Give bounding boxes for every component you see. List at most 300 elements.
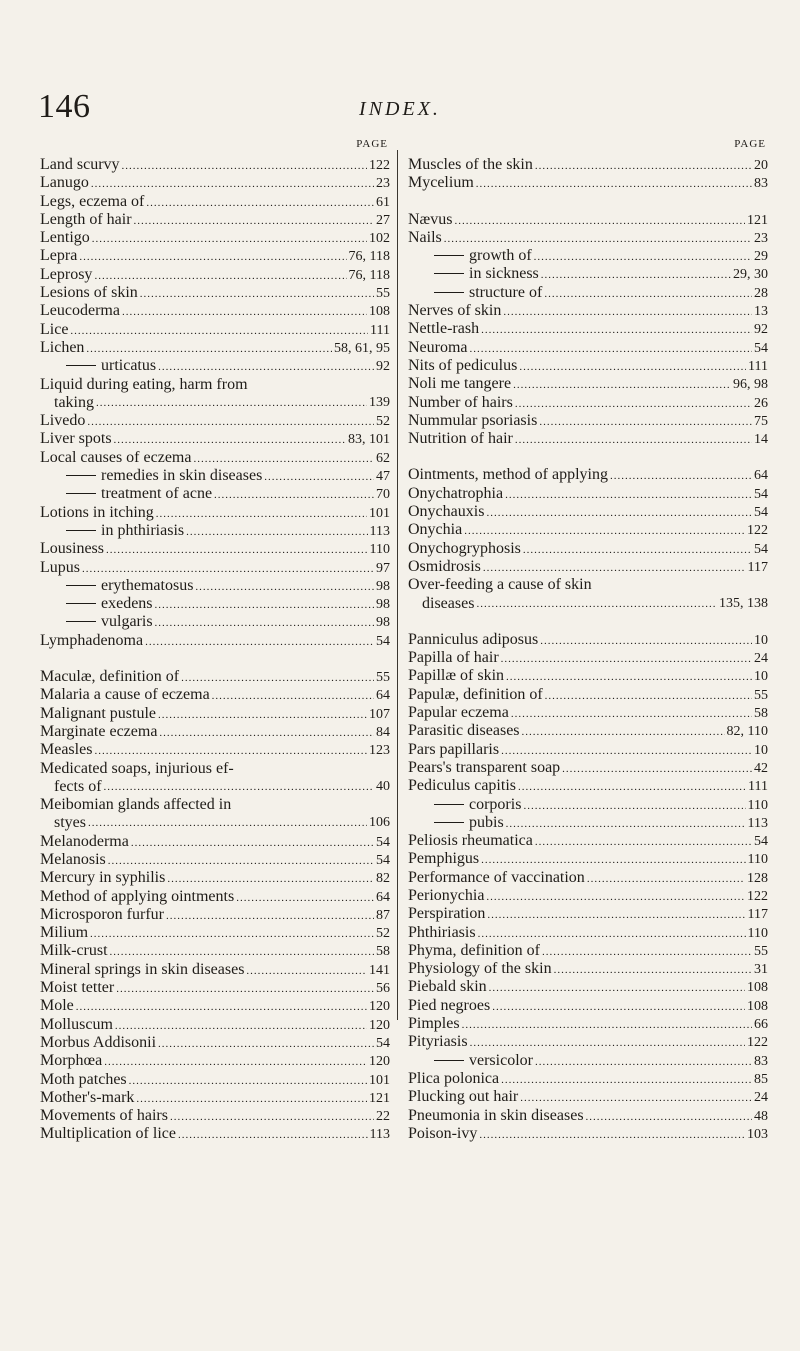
dot-leader xyxy=(587,870,745,887)
entry-term: Pneumonia in skin diseases xyxy=(408,1106,584,1124)
dot-leader xyxy=(520,1089,752,1106)
dot-leader xyxy=(535,1053,752,1070)
entry-pages: 55 xyxy=(754,943,768,959)
entry-term: Microsporon furfur xyxy=(40,905,164,923)
index-entry xyxy=(408,1107,768,1125)
entry-term: structure of xyxy=(469,283,543,301)
index-entry xyxy=(40,961,390,979)
index-entry xyxy=(40,686,390,704)
entry-term-continuation: diseases xyxy=(422,594,475,612)
index-entry xyxy=(40,430,390,448)
index-entry xyxy=(40,906,390,924)
entry-pages: 54 xyxy=(754,486,768,502)
dot-leader xyxy=(76,998,367,1015)
dot-leader xyxy=(505,486,752,503)
dot-leader xyxy=(486,504,752,521)
dot-leader xyxy=(522,723,725,740)
index-entry xyxy=(408,1070,768,1088)
page-column-label: PAGE xyxy=(356,138,388,150)
entry-pages: 121 xyxy=(747,212,768,228)
index-entry xyxy=(408,247,768,265)
index-entry xyxy=(40,211,390,229)
entry-pages: 26 xyxy=(754,395,768,411)
index-entry xyxy=(408,265,768,283)
index-entry xyxy=(408,796,768,814)
entry-pages: 113 xyxy=(747,815,768,831)
entry-term: Nails xyxy=(408,228,442,246)
entry-pages: 111 xyxy=(748,779,768,795)
dot-leader xyxy=(146,194,374,211)
entry-pages: 64 xyxy=(754,468,768,484)
dot-leader xyxy=(122,303,367,320)
entry-term: Performance of vaccination xyxy=(408,868,585,886)
entry-term: urticatus xyxy=(101,357,157,375)
dot-leader xyxy=(535,157,752,174)
dot-leader xyxy=(104,1053,367,1070)
index-entry xyxy=(408,1125,768,1143)
entry-pages: 83 xyxy=(754,176,768,192)
index-entry xyxy=(40,376,390,413)
entry-term: Milk-crust xyxy=(40,942,108,960)
entry-term: Livedo xyxy=(40,412,86,430)
dot-leader xyxy=(506,815,746,832)
entry-term: Pars papillaris xyxy=(408,740,500,758)
entry-term: Lesions of skin xyxy=(40,284,138,302)
entry-pages: 120 xyxy=(369,999,390,1015)
index-entry xyxy=(40,1107,390,1125)
index-entry xyxy=(40,595,390,613)
index-entry xyxy=(40,504,390,522)
entry-term: Leucoderma xyxy=(40,302,120,320)
entry-term: Nits of pediculus xyxy=(408,356,518,374)
index-entry xyxy=(408,887,768,905)
dot-leader xyxy=(159,724,374,741)
index-entry xyxy=(40,302,390,320)
dot-leader xyxy=(541,266,731,283)
entry-pages: 103 xyxy=(747,1126,768,1142)
entry-term: Over-feeding a cause of skin xyxy=(408,576,592,594)
entry-pages: 75 xyxy=(754,413,768,429)
right-entry-list xyxy=(408,156,768,1143)
entry-pages: 117 xyxy=(747,907,768,923)
index-entry xyxy=(408,777,768,795)
index-entry xyxy=(408,558,768,576)
entry-term: Piebald skin xyxy=(408,978,487,996)
index-entry xyxy=(40,888,390,906)
entry-pages: 55 xyxy=(754,687,768,703)
dot-leader xyxy=(155,596,374,613)
entry-pages: 110 xyxy=(747,797,768,813)
entry-pages: 111 xyxy=(370,322,390,338)
entry-pages: 102 xyxy=(369,231,390,247)
dot-leader xyxy=(444,230,752,247)
entry-pages: 54 xyxy=(376,633,390,649)
entry-term: Milium xyxy=(40,924,89,942)
entry-pages: 70 xyxy=(376,487,390,503)
entry-term: Lupus xyxy=(40,558,80,576)
index-entry xyxy=(40,339,390,357)
index-entry xyxy=(408,394,768,412)
entry-pages: 14 xyxy=(754,432,768,448)
entry-pages: 54 xyxy=(754,834,768,850)
index-entry xyxy=(408,759,768,777)
index-entry xyxy=(408,667,768,685)
dot-leader xyxy=(562,760,752,777)
entry-pages: 110 xyxy=(369,542,390,558)
dot-leader xyxy=(515,395,752,412)
entry-term-continuation: styes xyxy=(54,814,86,832)
entry-pages: 58 xyxy=(376,944,390,960)
entry-term: Perspiration xyxy=(408,905,486,923)
entry-pages: 54 xyxy=(754,340,768,356)
entry-term: Nutrition of hair xyxy=(408,430,513,448)
dot-leader xyxy=(492,998,745,1015)
dot-leader xyxy=(166,907,374,924)
index-entry xyxy=(408,997,768,1015)
entry-pages: 40 xyxy=(376,778,390,794)
entry-pages: 54 xyxy=(376,834,390,850)
entry-term: vulgaris xyxy=(101,613,153,631)
entry-term: Lousiness xyxy=(40,540,104,558)
entry-pages: 76, 118 xyxy=(348,249,390,265)
dot-leader xyxy=(470,1034,745,1051)
dot-leader xyxy=(501,1071,752,1088)
entry-pages: 10 xyxy=(754,669,768,685)
index-entry xyxy=(40,321,390,339)
entry-term: Mole xyxy=(40,997,74,1015)
entry-term: Method of applying ointments xyxy=(40,887,235,905)
dot-leader xyxy=(542,943,752,960)
dot-leader xyxy=(487,906,745,923)
entry-term: Poison-ivy xyxy=(408,1124,478,1142)
index-entry xyxy=(40,1125,390,1143)
entry-term: Lanugo xyxy=(40,174,89,192)
dot-leader xyxy=(181,669,374,686)
index-entry xyxy=(408,631,768,649)
index-entry xyxy=(408,430,768,448)
dot-leader xyxy=(544,285,752,302)
index-entry xyxy=(40,174,390,192)
entry-pages: 54 xyxy=(754,505,768,521)
index-entry xyxy=(408,174,768,192)
dot-leader xyxy=(115,1017,367,1034)
entry-pages: 108 xyxy=(747,980,768,996)
index-entry xyxy=(40,723,390,741)
dot-leader xyxy=(134,212,374,229)
entry-pages: 122 xyxy=(747,888,768,904)
entry-pages: 64 xyxy=(376,688,390,704)
entry-term: Multiplication of lice xyxy=(40,1125,176,1143)
entry-term: Maculæ, definition of xyxy=(40,668,180,686)
entry-term: Parasitic diseases xyxy=(408,722,520,740)
entry-term: Noli me tangere xyxy=(408,375,512,393)
entry-term: Lotions in itching xyxy=(40,503,154,521)
entry-term-continuation: taking xyxy=(54,393,94,411)
dot-leader xyxy=(519,358,746,375)
index-entry xyxy=(40,559,390,577)
dot-leader xyxy=(82,560,374,577)
entry-term: Lepra xyxy=(40,247,78,265)
dot-leader xyxy=(158,706,367,723)
entry-pages: 113 xyxy=(369,523,390,539)
index-entry xyxy=(408,942,768,960)
entry-term: Mineral springs in skin diseases xyxy=(40,960,245,978)
index-entry xyxy=(40,1071,390,1089)
dot-leader xyxy=(86,340,332,357)
dot-leader xyxy=(479,1126,745,1143)
entry-pages: 20 xyxy=(754,158,768,173)
index-entry xyxy=(408,485,768,503)
index-entry xyxy=(408,375,768,393)
dot-leader xyxy=(136,1090,367,1107)
entry-pages: 76, 118 xyxy=(348,267,390,283)
entry-term: Marginate eczema xyxy=(40,722,158,740)
index-entry xyxy=(40,522,390,540)
section-gap xyxy=(408,448,768,466)
dot-leader xyxy=(586,1108,752,1125)
entry-pages: 47 xyxy=(376,469,390,485)
entry-term: Lice xyxy=(40,320,69,338)
entry-pages: 48 xyxy=(754,1108,768,1124)
index-entry xyxy=(40,577,390,595)
entry-pages: 98 xyxy=(376,615,390,631)
dot-leader xyxy=(554,961,752,978)
dot-leader xyxy=(116,980,374,997)
entry-term: Lichen xyxy=(40,338,85,356)
entry-pages: 54 xyxy=(376,1035,390,1051)
entry-pages: 107 xyxy=(369,706,390,722)
index-entry xyxy=(408,357,768,375)
entry-pages: 123 xyxy=(369,743,390,759)
index-entry xyxy=(408,850,768,868)
page-number: 146 xyxy=(38,88,91,125)
entry-pages: 84 xyxy=(376,724,390,740)
dot-leader xyxy=(539,413,752,430)
index-entry xyxy=(408,686,768,704)
index-entry xyxy=(40,851,390,869)
index-entry xyxy=(40,979,390,997)
index-entry xyxy=(408,978,768,996)
dot-leader xyxy=(535,833,752,850)
entry-pages: 122 xyxy=(747,523,768,539)
entry-pages: 82, 110 xyxy=(726,724,768,740)
dot-leader xyxy=(513,376,731,393)
entry-pages: 22 xyxy=(376,1109,390,1125)
entry-term: Pityriasis xyxy=(408,1033,468,1051)
index-entry xyxy=(40,467,390,485)
dot-leader xyxy=(167,870,374,887)
dot-leader xyxy=(104,778,374,796)
dot-leader xyxy=(478,925,746,942)
index-entry xyxy=(40,485,390,503)
entry-pages: 108 xyxy=(747,998,768,1014)
entry-pages: 111 xyxy=(748,358,768,374)
entry-pages: 106 xyxy=(369,815,390,831)
dot-leader xyxy=(129,1072,367,1089)
entry-term: Papular eczema xyxy=(408,704,509,722)
entry-term: Pimples xyxy=(408,1015,460,1033)
dot-leader xyxy=(186,523,367,540)
dot-leader xyxy=(158,358,374,375)
entry-pages: 42 xyxy=(754,760,768,776)
dot-leader xyxy=(534,248,752,265)
index-entry xyxy=(40,613,390,631)
entry-pages: 66 xyxy=(754,1017,768,1033)
entry-term: exedens xyxy=(101,595,153,613)
dot-leader xyxy=(79,248,346,265)
index-entry xyxy=(408,960,768,978)
left-entry-list xyxy=(40,156,390,1144)
dot-leader xyxy=(501,650,752,667)
entry-term: Onychatrophia xyxy=(408,484,504,502)
entry-pages: 120 xyxy=(369,1017,390,1033)
entry-pages: 110 xyxy=(747,852,768,868)
index-entry xyxy=(408,540,768,558)
entry-pages: 54 xyxy=(754,541,768,557)
entry-term: Panniculus adiposus xyxy=(408,630,539,648)
entry-pages: 122 xyxy=(369,158,390,173)
dot-leader xyxy=(486,888,745,905)
dot-leader xyxy=(246,962,367,979)
dot-leader xyxy=(110,943,374,960)
index-entry xyxy=(408,302,768,320)
page-column-label: PAGE xyxy=(734,138,766,150)
entry-pages: 108 xyxy=(369,304,390,320)
entry-pages: 28 xyxy=(754,285,768,301)
dot-leader xyxy=(155,614,374,631)
index-entry xyxy=(408,869,768,887)
dot-leader xyxy=(476,595,717,613)
section-gap xyxy=(408,613,768,631)
dot-leader xyxy=(481,321,752,338)
entry-term: Melanoderma xyxy=(40,832,129,850)
entry-pages: 87 xyxy=(376,907,390,923)
entry-term: Mycelium xyxy=(408,174,474,192)
entry-term: versicolor xyxy=(469,1051,533,1069)
index-entry xyxy=(40,412,390,430)
dot-leader xyxy=(264,468,374,485)
dot-leader xyxy=(501,742,752,759)
entry-term: Lentigo xyxy=(40,229,90,247)
dot-leader xyxy=(156,505,367,522)
index-entry xyxy=(408,924,768,942)
dot-leader xyxy=(511,705,752,722)
entry-term: Pediculus capitis xyxy=(408,777,516,795)
entry-term: remedies in skin diseases xyxy=(101,467,263,485)
entry-term: Pied negroes xyxy=(408,996,491,1014)
entry-pages: 56 xyxy=(376,981,390,997)
entry-pages: 54 xyxy=(376,852,390,868)
dot-leader xyxy=(523,797,745,814)
index-entry xyxy=(40,357,390,375)
right-index-column xyxy=(408,138,768,1143)
index-entry xyxy=(40,266,390,284)
index-entry xyxy=(40,229,390,247)
entry-pages: 98 xyxy=(376,597,390,613)
dot-leader xyxy=(91,175,374,192)
index-entry xyxy=(408,412,768,430)
index-entry xyxy=(408,905,768,923)
entry-term: Liver spots xyxy=(40,430,112,448)
entry-pages: 10 xyxy=(754,742,768,758)
entry-term: Mercury in syphilis xyxy=(40,869,166,887)
index-entry xyxy=(408,339,768,357)
dot-leader xyxy=(470,340,752,357)
entry-term: erythematosus xyxy=(101,576,194,594)
index-entry xyxy=(408,156,768,174)
dot-leader xyxy=(476,175,752,192)
index-entry xyxy=(408,284,768,302)
dot-leader xyxy=(489,979,745,996)
index-entry xyxy=(408,576,768,613)
index-entry xyxy=(408,722,768,740)
entry-term: Malignant pustule xyxy=(40,704,156,722)
index-entry xyxy=(40,1016,390,1034)
dot-leader xyxy=(92,230,367,247)
entry-term: Pears's transparent soap xyxy=(408,758,561,776)
entry-pages: 121 xyxy=(369,1090,390,1106)
dot-leader xyxy=(214,486,374,503)
entry-term: Number of hairs xyxy=(408,393,513,411)
entry-term: Plucking out hair xyxy=(408,1088,519,1106)
dot-leader xyxy=(503,303,752,320)
index-entry xyxy=(408,1033,768,1051)
entry-term: Moth patches xyxy=(40,1070,127,1088)
dot-leader xyxy=(170,1108,374,1125)
entry-term: Phyma, definition of xyxy=(408,941,540,959)
dot-leader xyxy=(464,522,745,539)
entry-term: Onychia xyxy=(408,521,463,539)
entry-pages: 29, 30 xyxy=(733,267,768,283)
entry-term: Measles xyxy=(40,741,93,759)
dot-leader xyxy=(131,834,374,851)
index-entry xyxy=(40,942,390,960)
entry-pages: 55 xyxy=(376,286,390,302)
entry-term: Neuroma xyxy=(408,338,468,356)
index-entry xyxy=(40,156,390,174)
entry-pages: 31 xyxy=(754,962,768,978)
dot-leader xyxy=(158,1035,374,1052)
dot-leader xyxy=(212,687,374,704)
dot-leader xyxy=(178,1126,368,1143)
running-title: INDEX. xyxy=(359,98,441,120)
dot-leader xyxy=(523,541,752,558)
index-entry xyxy=(40,1089,390,1107)
entry-pages: 110 xyxy=(747,925,768,941)
entry-term: Plica polonica xyxy=(408,1069,500,1087)
entry-term: Molluscum xyxy=(40,1015,113,1033)
entry-term: Medicated soaps, injurious ef- xyxy=(40,759,234,777)
entry-term: Morphœa xyxy=(40,1052,103,1070)
entry-pages: 27 xyxy=(376,212,390,228)
index-entry xyxy=(408,704,768,722)
dot-leader xyxy=(515,431,752,448)
dot-leader xyxy=(481,851,745,868)
index-entry xyxy=(408,741,768,759)
entry-term: growth of xyxy=(469,247,532,265)
entry-pages: 64 xyxy=(376,889,390,905)
entry-term-continuation: fects of xyxy=(54,777,102,795)
index-entry xyxy=(40,796,390,833)
entry-term: Malaria a cause of eczema xyxy=(40,686,210,704)
entry-term: Papillæ of skin xyxy=(408,667,505,685)
entry-term: Mother's-mark xyxy=(40,1088,135,1106)
entry-term: Osmidrosis xyxy=(408,557,481,575)
entry-pages: 101 xyxy=(369,1072,390,1088)
entry-pages: 85 xyxy=(754,1071,768,1087)
entry-term: treatment of acne xyxy=(101,485,213,503)
index-entry xyxy=(40,284,390,302)
